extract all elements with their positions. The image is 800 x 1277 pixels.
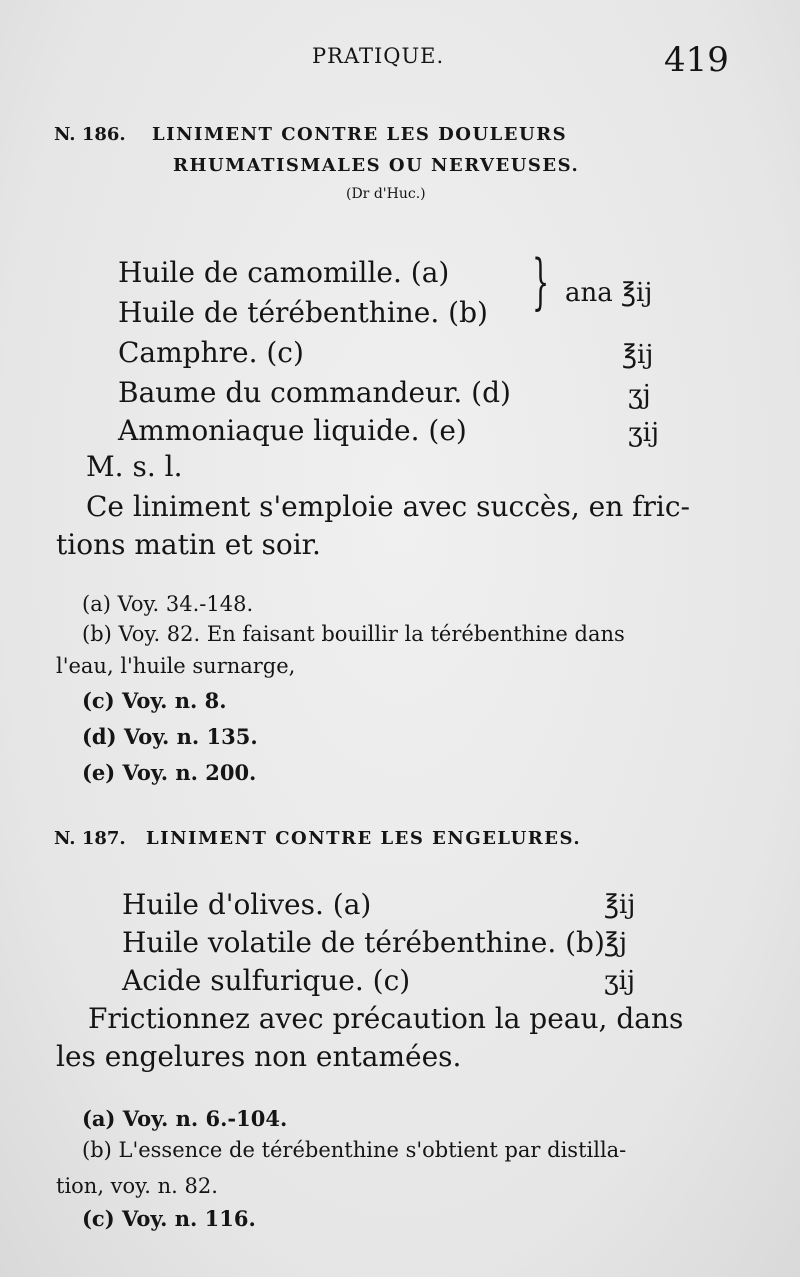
recipe-187-note: tion, voy. n. 82. bbox=[56, 1174, 218, 1198]
recipe-187-note: (b) L'essence de térébenthine s'obtient par distilla- bbox=[82, 1138, 627, 1162]
recipe-186-note: (c) Voy. n. 8. bbox=[82, 688, 227, 713]
recipe-187-title: LINIMENT CONTRE LES ENGELURES. bbox=[146, 828, 582, 849]
recipe-187-ingredient: Huile volatile de térébenthine. (b) bbox=[122, 926, 605, 959]
recipe-186-title-line1: LINIMENT CONTRE LES DOULEURS bbox=[152, 124, 568, 145]
running-head: PRATIQUE. bbox=[312, 44, 445, 68]
recipe-187-quantity: ℥j bbox=[604, 928, 628, 958]
recipe-187-ingredient: Huile d'olives. (a) bbox=[122, 888, 372, 921]
curly-brace: } bbox=[532, 247, 550, 317]
recipe-187-note: (c) Voy. n. 116. bbox=[82, 1206, 256, 1231]
recipe-186-note: (a) Voy. 34.-148. bbox=[82, 592, 254, 616]
recipe-186-ms: M. s. l. bbox=[86, 450, 183, 483]
recipe-186-ingredient: Baume du commandeur. (d) bbox=[118, 376, 511, 409]
recipe-186-ingredient: Huile de térébenthine. (b) bbox=[118, 296, 488, 329]
recipe-187-note: (a) Voy. n. 6.-104. bbox=[82, 1106, 288, 1131]
recipe-186-note: (d) Voy. n. 135. bbox=[82, 724, 258, 749]
recipe-187-number: N. 187. bbox=[54, 828, 126, 849]
recipe-186-title-line2: RHUMATISMALES OU NERVEUSES. bbox=[173, 155, 580, 176]
recipe-186-note: (b) Voy. 82. En faisant bouillir la térébenthine dans bbox=[82, 622, 625, 646]
recipe-187-quantity: ʒij bbox=[604, 966, 636, 996]
recipe-186-ingredient: Ammoniaque liquide. (e) bbox=[118, 414, 467, 447]
recipe-186-instruction-line2: tions matin et soir. bbox=[56, 528, 321, 561]
recipe-187-instruction-line2: les engelures non entamées. bbox=[56, 1040, 462, 1073]
recipe-186-quantity: ʒj bbox=[628, 380, 651, 410]
recipe-187-ingredient: Acide sulfurique. (c) bbox=[122, 964, 411, 997]
recipe-187-quantity: ℥ij bbox=[604, 890, 636, 920]
recipe-186-number: N. 186. bbox=[54, 124, 126, 145]
recipe-186-note: l'eau, l'huile surnarge, bbox=[56, 654, 296, 678]
recipe-186-instruction-line1: Ce liniment s'emploie avec succès, en fric- bbox=[86, 490, 690, 523]
recipe-187-instruction-line1: Frictionnez avec précaution la peau, dans bbox=[88, 1002, 684, 1035]
recipe-186-ingredient: Camphre. (c) bbox=[118, 336, 304, 369]
recipe-186-quantity: ℥ij bbox=[622, 340, 654, 370]
recipe-186-quantity: ʒij bbox=[628, 418, 660, 448]
page-number: 419 bbox=[664, 40, 729, 80]
recipe-186-ingredient: Huile de camomille. (a) bbox=[118, 256, 450, 289]
recipe-186-brace-quantity: ana ℥ij bbox=[565, 278, 653, 308]
recipe-186-author: (Dr d'Huc.) bbox=[346, 186, 426, 202]
recipe-186-note: (e) Voy. n. 200. bbox=[82, 760, 257, 785]
